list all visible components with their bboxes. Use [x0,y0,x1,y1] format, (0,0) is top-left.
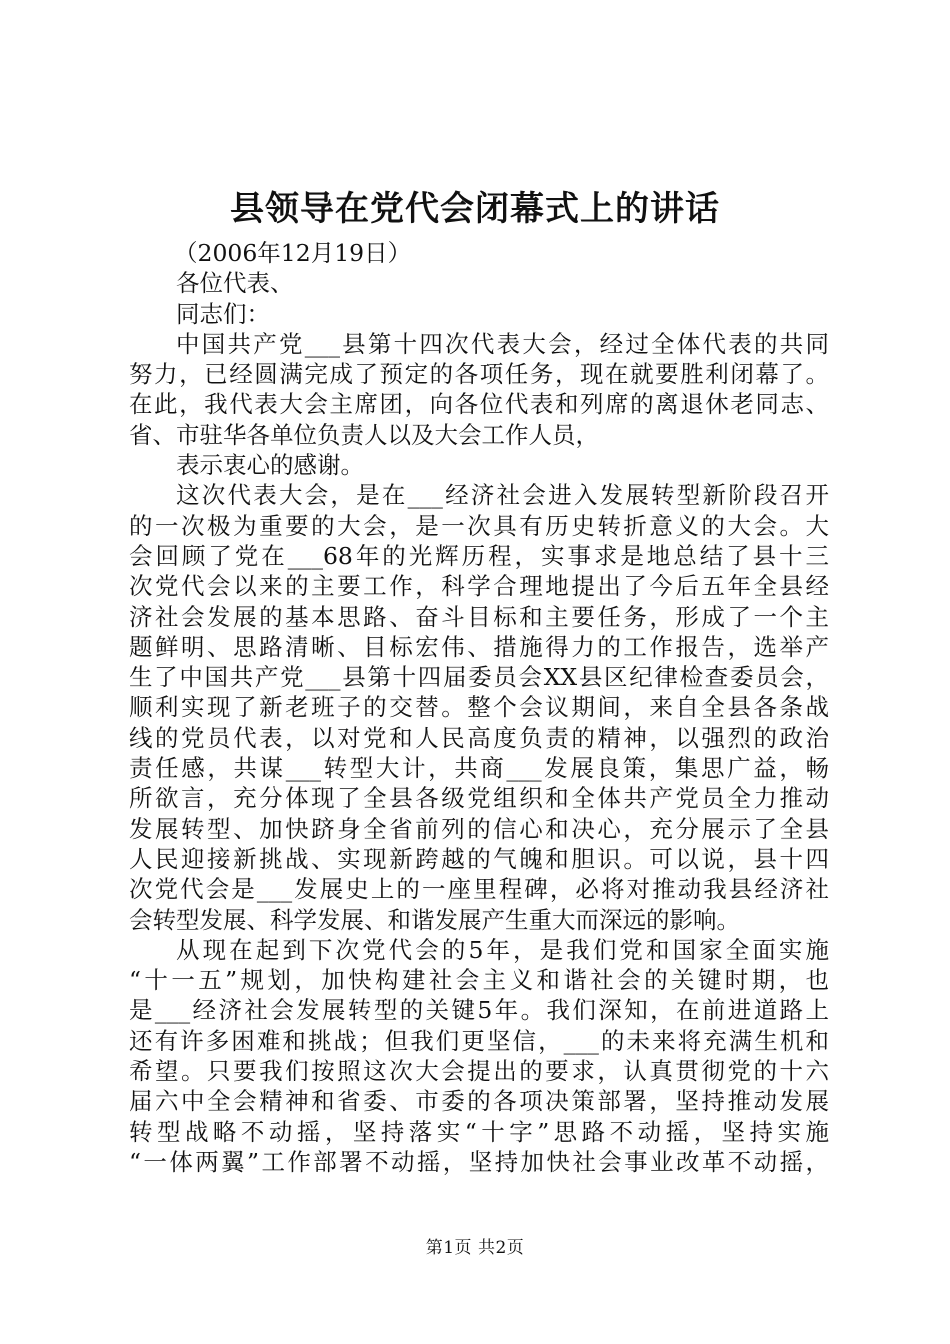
paragraph [129,935,829,1177]
paragraph-line: 会转型发展、科学发展、和谐发展产生重大而深远的影响。 [129,905,740,934]
salutation-line: 同志们： [176,299,270,328]
page-footer: 第1页 共2页 [425,1238,525,1258]
paragraph [129,329,829,450]
paragraph [129,480,829,934]
paragraph-line: 是___经济社会发展转型的关键5年。我们深知，在前进道路上 [129,996,829,1025]
paragraph-line: 发展转型、加快跻身全省前列的信心和决心，充分展示了全县 [129,814,829,843]
paragraph [129,450,829,480]
paragraph-line: 希望。只要我们按照这次大会提出的要求，认真贯彻党的十六 [129,1057,829,1086]
paragraph-line: 转型战略不动摇，坚持落实“十字”思路不动摇，坚持实施 [129,1117,829,1146]
paragraph-line: 次党代会以来的主要工作，科学合理地提出了今后五年全县经 [129,572,829,601]
paragraph-line: 生了中国共产党___县第十四届委员会XX县区纪律检查委员会， [129,663,829,692]
paragraph-line: 会回顾了党在___68年的光辉历程，实事求是地总结了县十三 [129,541,829,570]
paragraph-line: 从现在起到下次党代会的5年，是我们党和国家全面实施 [176,935,829,964]
paragraph-line: 省、市驻华各单位负责人以及大会工作人员， [129,420,599,449]
paragraph-line: “十一五”规划，加快构建社会主义和谐社会的关键时期，也 [129,966,829,995]
document-title: 县领导在党代会闭幕式上的讲话 [230,189,720,229]
paragraph-line: 表示衷心的感谢。 [176,451,364,480]
paragraph-line: 次党代会是___发展史上的一座里程碑，必将对推动我县经济社 [129,875,829,904]
speech-date: （2006年12月19日） [174,239,412,267]
paragraph-line: 线的党员代表，以对党和人民高度负责的精神，以强烈的政治 [129,723,829,752]
paragraph-line: 人民迎接新挑战、实现新跨越的气魄和胆识。可以说，县十四 [129,844,829,873]
paragraph-line: 济社会发展的基本思路、奋斗目标和主要任务，形成了一个主 [129,602,829,631]
paragraph-line: 努力，已经圆满完成了预定的各项任务，现在就要胜利闭幕了。 [129,360,829,389]
paragraph-line: 在此，我代表大会主席团，向各位代表和列席的离退休老同志、 [129,390,829,419]
paragraph-line: 中国共产党___县第十四次代表大会，经过全体代表的共同 [176,329,829,358]
paragraph-line: 届六中全会精神和省委、市委的各项决策部署，坚持推动发展 [129,1087,829,1116]
paragraph-line: 所欲言，充分体现了全县各级党组织和全体共产党员全力推动 [129,784,829,813]
paragraph-line: 还有许多困难和挑战；但我们更坚信，___的未来将充满生机和 [129,1026,829,1055]
paragraph-line: “一体两翼”工作部署不动摇，坚持加快社会事业改革不动摇， [129,1147,829,1176]
paragraph-line: 的一次极为重要的大会，是一次具有历史转折意义的大会。大 [129,511,829,540]
paragraph-line: 题鲜明、思路清晰、目标宏伟、措施得力的工作报告，选举产 [129,632,829,661]
paragraph-line: 顺利实现了新老班子的交替。整个会议期间，来自全县各条战 [129,693,829,722]
paragraph-line: 这次代表大会，是在___经济社会进入发展转型新阶段召开 [176,481,829,510]
salutation-line: 各位代表、 [176,269,294,298]
document-body [129,238,829,1177]
paragraph-line: 责任感，共谋___转型大计，共商___发展良策，集思广益，畅 [129,754,829,783]
